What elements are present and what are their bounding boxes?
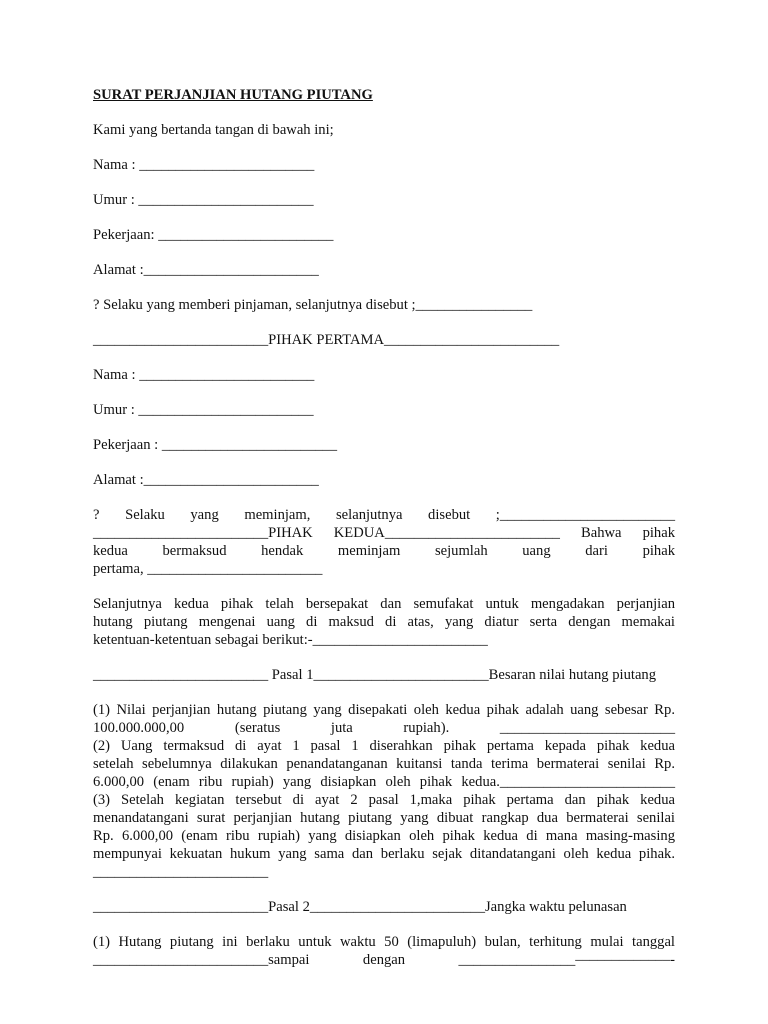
pasal1-ayat3-line-2: menandatangani surat perjanjian hutang piutang yang dibuat rangkap dua bermaterai senilai: [93, 810, 675, 826]
pasal1-body: [93, 701, 675, 881]
pasal2-ayat1-line-2: ________________________sampai dengan ________________–––––––––––––-: [93, 952, 675, 968]
pasal2-ayat1-line-1: (1) Hutang piutang ini berlaku untuk waktu 50 (limapuluh) bulan, terhitung mulai tanggal: [93, 934, 675, 950]
pasal1-ayat3-line-3: Rp. 6.000,00 (enam ribu rupiah) yang disiapkan oleh pihak kedua di mana masing-masing: [93, 828, 675, 844]
party1-pekerjaan-field: Pekerjaan: ________________________: [93, 227, 334, 243]
pasal1-ayat2-line-3: 6.000,00 (enam ribu rupiah) yang disiapkan oleh pihak kedua.________________________: [93, 774, 675, 790]
party2-selaku-line-4: pertama, ________________________: [93, 561, 323, 577]
pasal1-ayat1-line-2: 100.000.000,00 (seratus juta rupiah). ________________________: [93, 720, 675, 736]
pasal1-ayat1-line-1: (1) Nilai perjanjian hutang piutang yang disepakati oleh kedua pihak adalah uang sebesar Rp.: [93, 702, 675, 718]
pasal2-heading: ________________________Pasal 2________________________Jangka waktu pelunasan: [93, 899, 627, 915]
pasal1-ayat3-line-1: (3) Setelah kegiatan tersebut di ayat 2 pasal 1,maka pihak pertama dan pihak kedua: [93, 792, 675, 808]
agreement-line-2: hutang piutang mengenai uang di maksud di atas, yang diatur serta dengan memakai: [93, 614, 675, 630]
agreement-line-3: ketentuan-ketentuan sebagai berikut:-________________________: [93, 632, 488, 648]
party2-pekerjaan-field: Pekerjaan : ________________________: [93, 437, 338, 453]
party2-selaku-paragraph: [93, 506, 675, 578]
party2-nama-field: Nama : ________________________: [93, 367, 315, 383]
intro-text: Kami yang bertanda tangan di bawah ini;: [93, 122, 334, 138]
party2-selaku-line-1: ? Selaku yang meminjam, selanjutnya disebut ;________________________: [93, 507, 675, 523]
party2-selaku-line-3: kedua bermaksud hendak meminjam sejumlah uang dari pihak: [93, 543, 675, 559]
party2-umur-field: Umur : ________________________: [93, 402, 314, 418]
party2-alamat-field: Alamat :________________________: [93, 472, 319, 488]
party2-selaku-line-2: ________________________PIHAK KEDUA________________________ Bahwa pihak: [93, 525, 675, 541]
pasal1-ayat3-line-5: ________________________: [93, 864, 269, 880]
document-title: SURAT PERJANJIAN HUTANG PIUTANG: [93, 87, 373, 103]
agreement-paragraph: [93, 595, 675, 649]
party1-umur-field: Umur : ________________________: [93, 192, 314, 208]
party1-alamat-field: Alamat :________________________: [93, 262, 319, 278]
party1-label: ________________________PIHAK PERTAMA________________________: [93, 332, 560, 348]
pasal1-ayat2-line-1: (2) Uang termaksud di ayat 1 pasal 1 diserahkan pihak pertama kepada pihak kedua: [93, 738, 675, 754]
party1-nama-field: Nama : ________________________: [93, 157, 315, 173]
document-page: [93, 86, 675, 969]
pasal1-ayat2-line-2: setelah sebelumnya dilakukan penandatanganan kuitansi tanda terima bermaterai senilai Rp.: [93, 756, 675, 772]
party1-selaku-text: ? Selaku yang memberi pinjaman, selanjutnya disebut ;________________: [93, 297, 533, 313]
pasal1-heading: ________________________ Pasal 1________________________Besaran nilai hutang piutang: [93, 667, 657, 683]
pasal1-ayat3-line-4: mempunyai kekuatan hukum yang sama dan berlaku sejak ditandatangani oleh kedua pihak.: [93, 846, 675, 862]
agreement-line-1: Selanjutnya kedua pihak telah bersepakat dan semufakat untuk mengadakan perjanjian: [93, 596, 675, 612]
pasal2-body: [93, 933, 675, 969]
